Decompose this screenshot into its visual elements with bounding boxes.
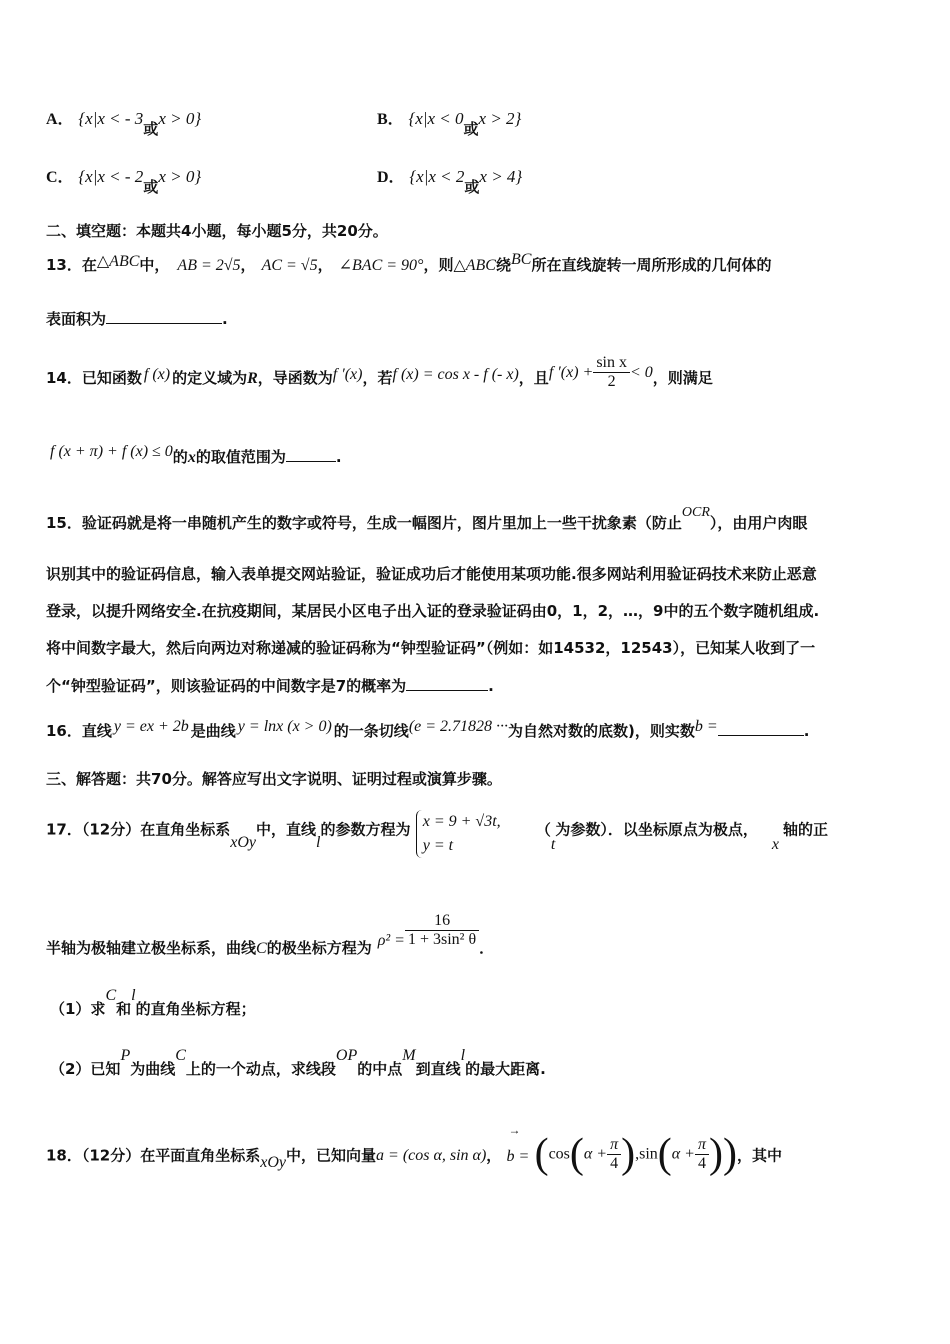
option-d-or: 或 <box>464 178 480 196</box>
q16-curve-eq: y = lnx (x > 0) <box>237 718 332 735</box>
q17-C: C <box>256 940 267 957</box>
q16-line-eq: y = ex + 2b <box>113 718 189 735</box>
q14-fpx: f ′(x) <box>332 366 363 383</box>
q17-xoy: xOy <box>230 833 257 851</box>
q17-p1-l: l <box>131 987 136 1004</box>
q13-text2: ，则 <box>423 256 454 274</box>
q17-sys-x: x = 9 + √3t, <box>422 813 501 830</box>
q13-triangle2: △ABC <box>453 257 496 274</box>
q18-frac2 <box>695 1136 709 1173</box>
option-b-tail: x > 2} <box>478 109 522 128</box>
q13-number: 13．在 <box>46 256 97 274</box>
q17-p2-P: P <box>120 1047 131 1064</box>
option-c[interactable] <box>46 164 202 196</box>
q17-p2-text6: 的最大距离. <box>465 1060 546 1078</box>
q18-four1: 4 <box>610 1154 619 1172</box>
q17-frac-den: 1 + 3sin² θ <box>407 931 477 948</box>
q15-ocr: OCR <box>681 505 710 520</box>
q13-text5: 表面积为 <box>46 310 107 328</box>
q18-text2: ，其中 <box>737 1146 783 1165</box>
q17-text5: 轴的正 <box>782 820 828 839</box>
q13-text4: 所在直线旋转一周所形成的几何体的 <box>531 256 772 274</box>
q17-part2 <box>50 1047 546 1079</box>
q17-text6: 半轴为极轴建立极坐标系，曲线 <box>46 939 257 957</box>
q15-line4: 将中间数字最大，然后向两边对称递减的验证码称为“钟型验证码”（例如：如14532，12543），已知某人收到了一 <box>46 639 816 657</box>
q18-pi1: π <box>607 1136 621 1155</box>
q17-end: ． <box>479 939 495 957</box>
q15-line5 <box>46 675 494 696</box>
q17-l: l <box>316 833 321 851</box>
q17-rho: ρ² = <box>377 932 405 949</box>
q14-x: x <box>187 449 196 466</box>
q16-e: (e = 2.71828 ··· <box>408 718 509 735</box>
option-d[interactable] <box>377 164 523 196</box>
q17-equation-system <box>416 810 501 858</box>
q17-sys-y: y = t <box>422 837 454 854</box>
q17-text4: 为参数）．以坐标原点为极点， <box>555 820 758 839</box>
q16-number: 16．直线 <box>46 722 112 740</box>
q15-answer-blank[interactable] <box>406 676 488 691</box>
q18-vector-a: a = (cos α, sin α) <box>376 1146 487 1164</box>
q13-angle: ∠BAC = 90° <box>338 257 424 274</box>
q13-bc: BC <box>511 251 532 268</box>
q14-number: 14．已知函数 <box>46 369 142 387</box>
q14-eq: f (x) = cos x - f (- x) <box>392 366 519 383</box>
q13-ab: AB = 2√5 <box>177 257 241 274</box>
q14-text2: ，导函数为 <box>257 369 333 387</box>
q13-triangle: △ABC <box>96 253 140 270</box>
q17-frac-num: 16 <box>405 912 479 931</box>
option-a-tail: x > 0} <box>158 109 202 128</box>
q15-line3: 登录，以提升网络安全.在抗疫期间，某居民小区电子出入证的登录验证码由0，1，2，…，9中的五个数字随机组成. <box>46 602 820 620</box>
q17-fraction <box>405 912 479 949</box>
q18-comma: ， <box>486 1146 502 1165</box>
q17-p2-OP: OP <box>335 1047 358 1064</box>
q17-p2-l: l <box>460 1047 466 1064</box>
q13-answer-blank[interactable] <box>106 309 222 324</box>
q13-text3: 绕 <box>495 256 511 274</box>
option-a-set: {x|x < - 3 <box>78 109 144 128</box>
q17-part1 <box>50 987 256 1019</box>
q18-four2: 4 <box>697 1154 706 1172</box>
q16-b: b = <box>694 718 718 735</box>
option-a[interactable] <box>46 106 202 138</box>
q14-line2 <box>50 443 342 467</box>
q14-ineq-a: f ′(x) + <box>548 364 594 381</box>
q17-p2-text2: 为曲线 <box>130 1060 176 1078</box>
q14-text6: 的 <box>172 448 188 466</box>
q17-line2 <box>46 904 495 957</box>
q15-end: . <box>488 677 494 695</box>
option-d-label: D． <box>377 169 405 186</box>
option-c-or: 或 <box>143 178 159 196</box>
q16-text2: 的一条切线 <box>333 722 409 740</box>
q17-t: t <box>550 835 556 853</box>
q16-text1: 是曲线 <box>190 722 236 740</box>
q18-alpha2: α + <box>671 1145 695 1163</box>
q14-text7: 的取值范围为 <box>195 448 286 466</box>
option-a-label: A． <box>46 111 74 128</box>
q14-end: . <box>335 448 342 466</box>
q14-fx: f (x) <box>143 366 171 383</box>
q18-frac1 <box>607 1136 621 1173</box>
option-b[interactable] <box>377 106 522 138</box>
option-b-set: {x|x < 0 <box>408 109 464 128</box>
q17-x: x <box>771 835 779 853</box>
q17-text7: 的极坐标方程为 <box>266 939 372 957</box>
q17-p2-text5: 到直线 <box>415 1060 461 1078</box>
q18-vector-b <box>506 1122 530 1166</box>
q14-text3: ，若 <box>362 369 393 387</box>
q15-line2: 识别其中的验证码信息，输入表单提交网站验证，验证成功后才能使用某项功能.很多网站利用验证码技术来防止恶意 <box>46 565 817 583</box>
q17-text2: 的参数方程为 <box>320 820 411 839</box>
q17-p2-text4: 的中点 <box>357 1060 403 1078</box>
q14-ineq-b: < 0 <box>629 364 653 381</box>
q14-text1: 的定义域为 <box>172 369 248 387</box>
q18-sin: sin <box>639 1145 658 1163</box>
q14-fraction <box>593 354 630 391</box>
q15-text2: ），由用户肉眼 <box>709 514 808 532</box>
q17-p2-M: M <box>402 1047 416 1064</box>
q16-answer-blank[interactable] <box>718 721 804 736</box>
q13-comma2: ， <box>317 256 333 274</box>
q15-text5: 个“钟型验证码”，则该验证码的中间数字是7的概率为 <box>46 677 407 695</box>
q17-text1: 中，直线 <box>256 820 317 839</box>
q17-text3: （ <box>535 820 551 839</box>
q18-cos: cos <box>548 1145 570 1163</box>
q13-text1: 中， <box>139 256 170 274</box>
section2-heading: 二、填空题：本题共4小题，每小题5分，共20分。 <box>46 222 388 240</box>
q13-end: . <box>222 310 228 328</box>
q17-p1-text1: （1）求 <box>50 1000 106 1018</box>
q17-line1 <box>46 806 828 854</box>
q16-text3: 为自然对数的底数)，则实数 <box>508 722 695 740</box>
q14-text4: ，且 <box>518 369 549 387</box>
q14-text5: ，则满足 <box>652 369 713 387</box>
q14-frac-den: 2 <box>607 373 616 390</box>
q16-end: . <box>803 722 810 740</box>
option-a-or: 或 <box>143 120 159 138</box>
q17-p1-text2: 和 <box>116 1000 132 1018</box>
q14-R: R <box>247 370 258 387</box>
option-b-label: B． <box>377 111 404 128</box>
q14-frac-num: sin x <box>593 354 630 373</box>
q15-line1 <box>46 505 808 533</box>
option-c-label: C． <box>46 169 74 186</box>
option-d-set: {x|x < 2 <box>409 167 465 186</box>
q13-ac: AC = √5 <box>261 257 318 274</box>
q14-answer-blank[interactable] <box>286 447 336 462</box>
q17-number: 17．（12分）在直角坐标系 <box>46 820 231 839</box>
section3-heading: 三、解答题：共70分。解答应写出文字说明、证明过程或演算步骤。 <box>46 770 502 788</box>
option-b-or: 或 <box>463 120 479 138</box>
q18-alpha1: α + <box>583 1145 608 1163</box>
q16-line <box>46 720 809 741</box>
q18-number: 18．（12分）在平面直角坐标系 <box>46 1146 261 1165</box>
q18-xoy: xOy <box>260 1153 287 1171</box>
q14-cond: f (x + π) + f (x) ≤ 0 <box>50 443 173 460</box>
q17-p2-text1: （2）已知 <box>50 1060 121 1078</box>
q18-b: b = <box>506 1147 530 1165</box>
q18-pi2: π <box>695 1136 709 1155</box>
q13-line2 <box>46 308 228 329</box>
q17-p2-text3: 上的一个动点，求线段 <box>185 1060 336 1078</box>
q18-line1 <box>46 1122 783 1180</box>
option-c-tail: x > 0} <box>158 167 202 186</box>
q17-p1-C: C <box>105 987 117 1004</box>
q14-line1 <box>46 354 713 397</box>
q15-text1: 15．验证码就是将一串随机产生的数字或符号，生成一幅图片，图片里加上一些干扰象素（防止 <box>46 514 682 532</box>
q17-p1-text3: 的直角坐标方程； <box>135 1000 256 1018</box>
q18-vector-b-components: (cos(α + $\frac{\pi}{4}$ ),sin(α + $\frac{\pi}{4}$ )) <box>534 1131 737 1177</box>
q17-p2-C: C <box>175 1047 186 1064</box>
q18-arrow-icon: → <box>508 1122 521 1137</box>
q13-comma1: ， <box>240 256 256 274</box>
q18-text1: 中，已知向量 <box>286 1146 377 1165</box>
option-d-tail: x > 4} <box>479 167 523 186</box>
option-c-set: {x|x < - 2 <box>78 167 144 186</box>
q13-line1 <box>46 251 772 275</box>
